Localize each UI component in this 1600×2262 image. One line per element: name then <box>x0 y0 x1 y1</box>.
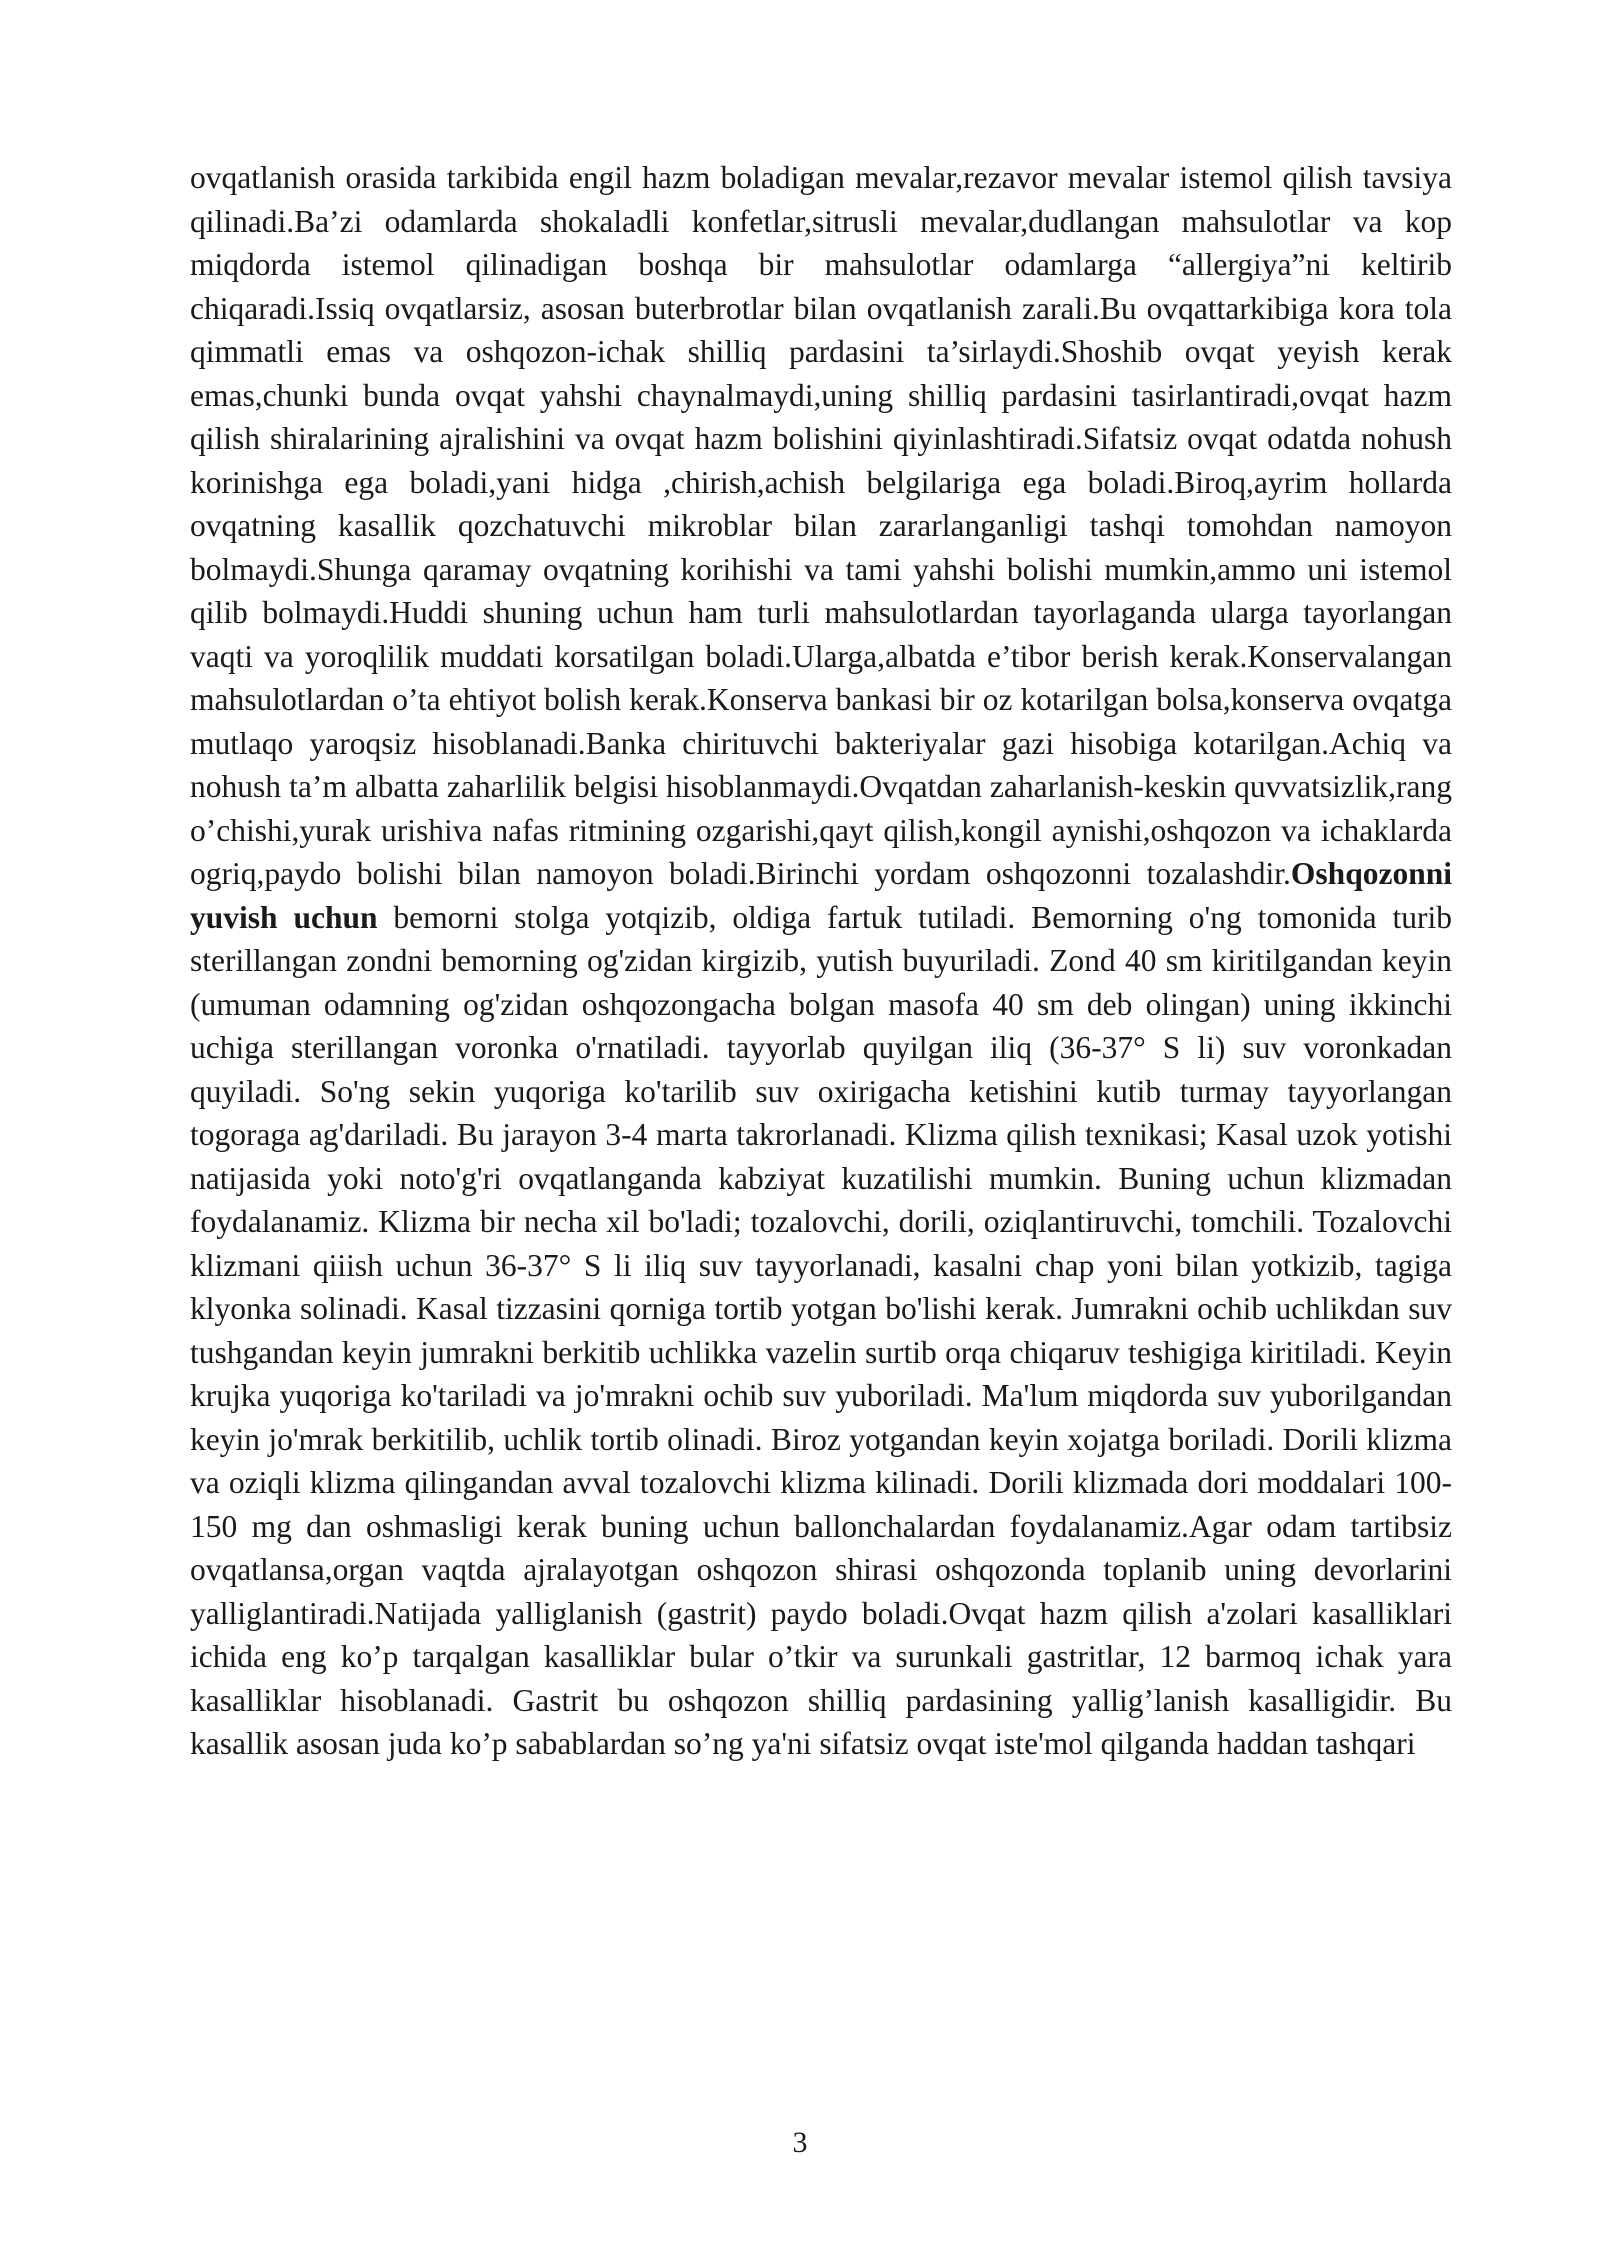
bold-phrase: Oshqozonni yuvish uchun <box>190 856 1452 935</box>
body-text-segment-1: ovqatlanish orasida tarkibida engil hazm boladigan mevalar,rezavor mevalar istemol qilish tavsiya qilinadi.Ba’zi odamlarda shokaladli konfetlar,sitrusli mevalar,dudlangan mahsulotlar va kop miqdorda istemol qilinadigan boshqa bir mahsulotlar odamlarga “allergiya”ni keltirib chiqaradi.Issiq ovqatlarsiz, asosan buterbrotlar bilan ovqatlanish zarali.Bu ovqattarkibiga kora tola qimmatli emas va oshqozon-ichak shilliq pardasini ta’sirlaydi.Shoshib ovqat yeyish kerak emas,chunki bunda ovqat yahshi chaynalmaydi,uning shilliq pardasini tasirlantiradi,ovqat hazm qilish shiralarining ajralishini va ovqat hazm bolishini qiyinlashtiradi.Sifatsiz ovqat odatda nohush korinishga ega boladi,yani hidga ,chirish,achish belgilariga ega boladi.Biroq,ayrim hollarda ovqatning kasallik qozchatuvchi mikroblar bilan zararlanganligi tashqi tomohdan namoyon bolmaydi.Shunga qaramay ovqatning korihishi va tami yahshi bolishi mumkin,ammo uni istemol qilib bolmaydi.Huddi shuning uchun ham turli mahsulotlardan tayorlaganda ularga tayorlangan vaqti va yoroqlilik muddati korsatilgan boladi.Ularga,albatda e’tibor berish kerak.Konservalangan mahsulotlardan o’ta ehtiyot bolish kerak.Konserva bankasi bir oz kotarilgan bolsa,konserva ovqatga mutlaqo yaroqsiz hisoblanadi.Banka chirituvchi bakteriyalar gazi hisobiga kotarilgan.Achiq va nohush ta’m albatta zaharlilik belgisi hisoblanmaydi.Ovqatdan zaharlanish-keskin quvvatsizlik,rang o’chishi,yurak urishiva nafas ritmining ozgarishi,qayt qilish,kongil aynishi,oshqozon va ichaklarda ogriq,paydo bolishi bilan namoyon boladi.Birinchi yordam oshqozonni tozalashdir. <box>190 160 1452 891</box>
page-number: 3 <box>792 2126 808 2159</box>
body-text <box>190 156 1452 1766</box>
body-text-segment-2: bemorni stolga yotqizib, oldiga fartuk tutiladi. Bemorning o'ng tomonida turib sterillangan zondni bemorning og'zidan kirgizib, yutish buyuriladi. Zond 40 sm kiritilgandan keyin (umuman odamning og'zidan oshqozongacha bolgan masofa 40 sm deb olingan) uning ikkinchi uchiga sterillangan voronka o'rnatiladi. tayyorlab quyilgan iliq (36-37° S li) suv voronkadan quyiladi. So'ng sekin yuqoriga ko'tarilib suv oxirigacha ketishini kutib turmay tayyorlangan togoraga ag'dariladi. Bu jarayon 3-4 marta takrorlanadi. Klizma qilish texnikasi; Kasal uzok yotishi natijasida yoki noto'g'ri ovqatlanganda kabziyat kuzatilishi mumkin. Buning uchun klizmadan foydalanamiz. Klizma bir necha xil bo'ladi; tozalovchi, dorili, oziqlantiruvchi, tomchili. Tozalovchi klizmani qiiish uchun 36-37° S li iliq suv tayyorlanadi, kasalni chap yoni bilan yotkizib, tagiga klyonka solinadi. Kasal tizzasini qorniga tortib yotgan bo'lishi kerak. Jumrakni ochib uchlikdan suv tushgandan keyin jumrakni berkitib uchlikka vazelin surtib orqa chiqaruv teshigiga kiritiladi. Keyin krujka yuqoriga ko'tariladi va jo'mrakni ochib suv yuboriladi. Ma'lum miqdorda suv yuborilgandan keyin jo'mrak berkitilib, uchlik tortib olinadi. Biroz yotgandan keyin xojatga boriladi. Dorili klizma va oziqli klizma qilingandan avval tozalovchi klizma kilinadi. Dorili klizmada dori moddalari 100-150 mg dan oshmasligi kerak buning uchun ballonchalardan foydalanamiz.Agar odam tartibsiz ovqatlansa,organ vaqtda ajralayotgan oshqozon shirasi oshqozonda toplanib uning devorlarini yalliglantiradi.Natijada yalliglanish (gastrit) paydo boladi.Ovqat hazm qilish a'zolari kasalliklari ichida eng ko’p tarqalgan kasalliklar bular o’tkir va surunkali gastritlar, 12 barmoq ichak yara kasalliklar hisoblanadi. Gastrit bu oshqozon shilliq pardasining yallig’lanish kasalligidir. Bu kasallik asosan juda ko’p sabablardan so’ng ya'ni sifatsiz ovqat iste'mol qilganda haddan tashqari <box>190 899 1453 1761</box>
